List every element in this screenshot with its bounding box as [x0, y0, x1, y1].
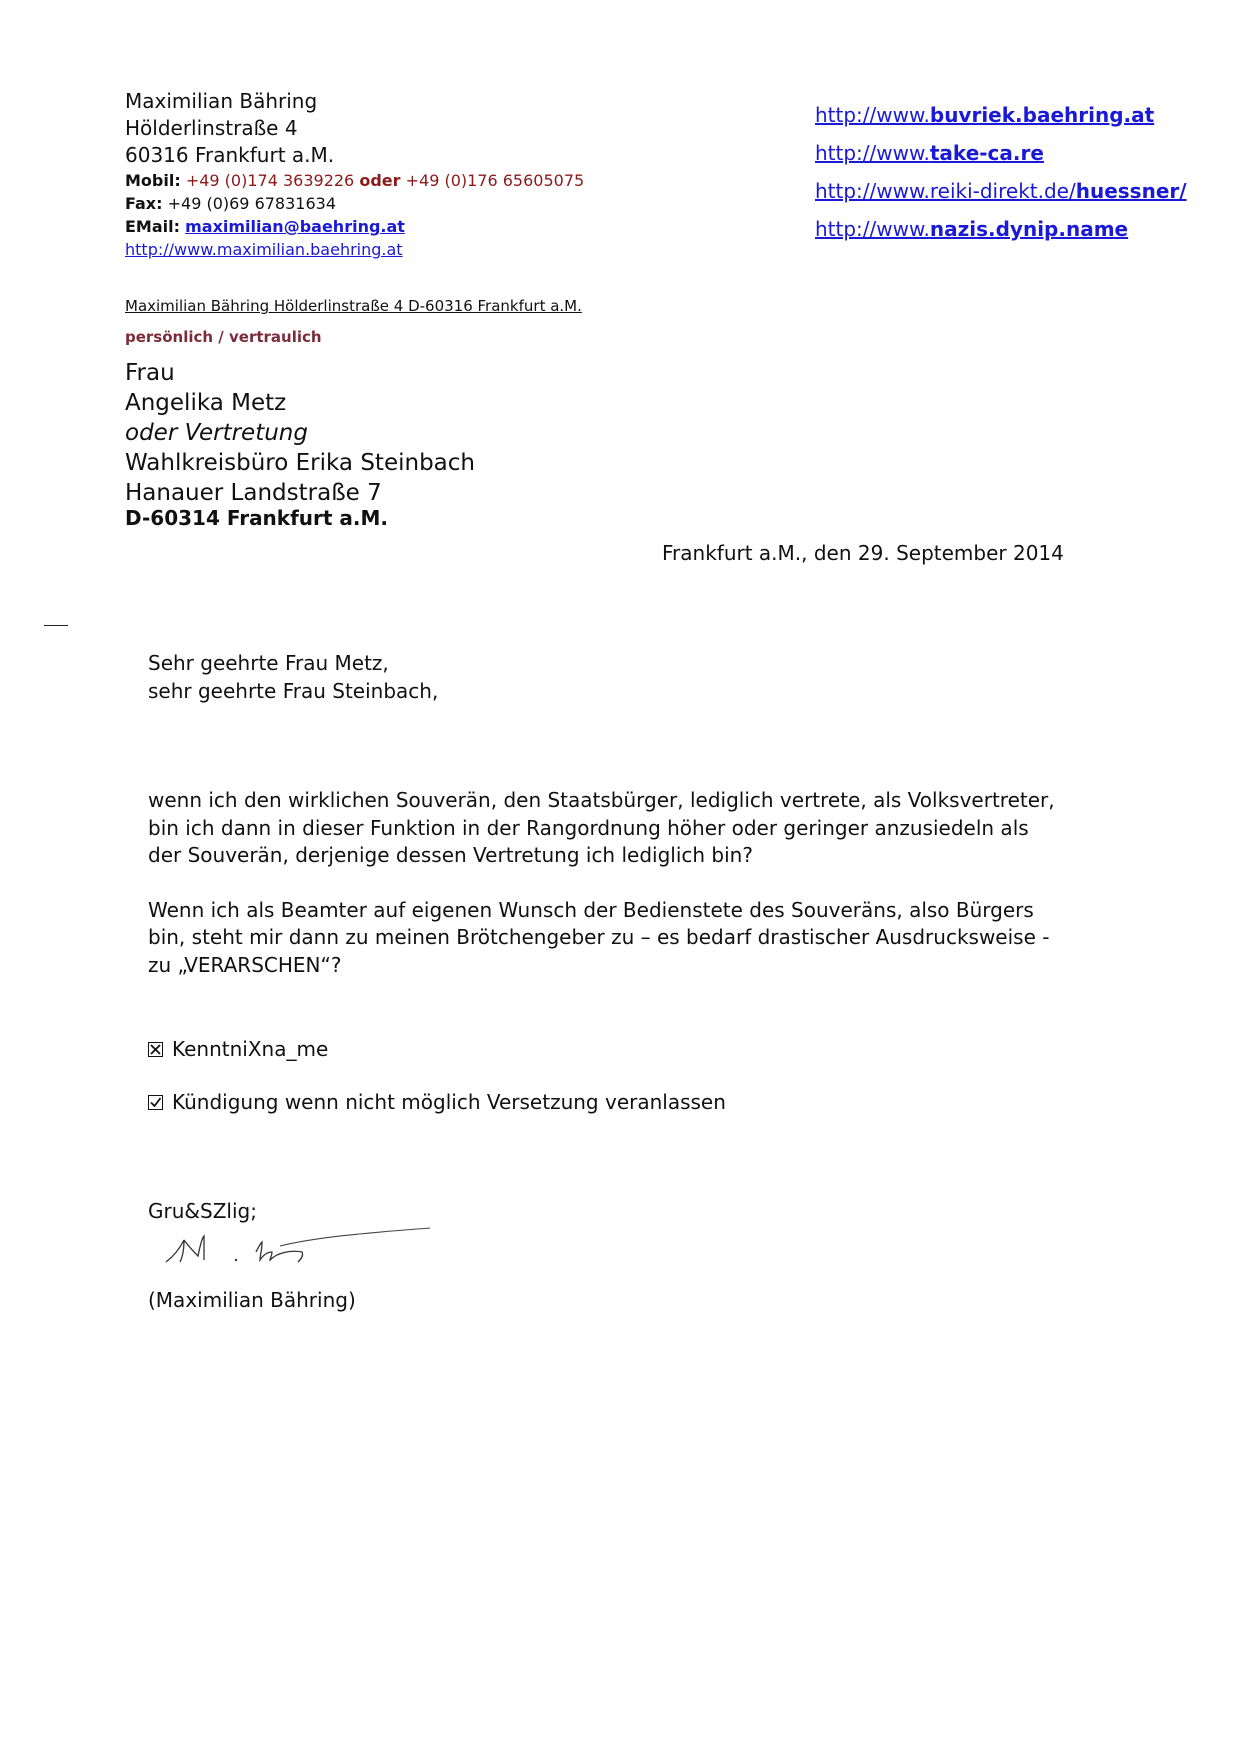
- website-link[interactable]: http://www.maximilian.baehring.at: [125, 240, 403, 259]
- link-domain: huessner/: [1075, 179, 1187, 203]
- sender-name: Maximilian Bähring: [125, 89, 318, 113]
- link-domain: nazis.dynip.name: [929, 217, 1129, 241]
- checkbox-label-1: KenntniXna_me: [172, 1037, 329, 1061]
- link-prefix: http://www.: [815, 217, 930, 241]
- letter-body: [148, 650, 1055, 979]
- link-buvriek[interactable]: [815, 96, 1187, 134]
- paragraph-2-line-2: bin, steht mir dann zu meinen Brötchengeber zu – es bedarf drastischer Ausdrucksweise -: [148, 925, 1050, 949]
- recipient-block: [125, 358, 475, 508]
- paragraph-1-line-2: bin ich dann in dieser Funktion in der Rangordnung höher oder geringer anzusiedeln als: [148, 815, 1029, 840]
- mobile-label: Mobil:: [125, 171, 181, 190]
- recipient-name: Angelika Metz: [125, 390, 287, 416]
- confidential-note: persönlich / vertraulich: [125, 328, 322, 346]
- link-domain: buvriek.baehring.at: [929, 103, 1155, 127]
- paragraph-2-line-3: zu „VERARSCHEN“?: [148, 952, 342, 977]
- return-address: Maximilian Bähring Hölderlinstraße 4 D-60316 Frankfurt a.M.: [125, 297, 582, 315]
- recipient-name-line: [125, 388, 475, 448]
- checkbox-label-2: Kündigung wenn nicht möglich Versetzung veranlassen: [172, 1090, 726, 1114]
- link-prefix: http://www.: [815, 141, 930, 165]
- link-prefix: http://www.: [815, 103, 930, 127]
- checkbox-item-2: [148, 1090, 726, 1114]
- sender-mobile: [125, 169, 584, 192]
- signer-name: (Maximilian Bähring): [148, 1288, 356, 1312]
- recipient-office: Wahlkreisbüro Erika Steinbach: [125, 450, 475, 476]
- paragraph-1-line-3: der Souverän, derjenige dessen Vertretung ich lediglich bin?: [148, 843, 753, 867]
- mobile-number-2: +49 (0)176 65605075: [405, 171, 585, 190]
- sender-website: [125, 238, 584, 261]
- recipient-name-suffix: oder Vertretung: [125, 420, 308, 446]
- crossed-box-icon: [148, 1042, 163, 1057]
- paragraph-1-line-1: wenn ich den wirklichen Souverän, den Staatsbürger, lediglich vertrete, als Volksvertreter,: [148, 788, 1055, 812]
- closing-line: Gru&SZlig;: [148, 1199, 257, 1223]
- link-list: [815, 96, 1187, 248]
- spacer: [148, 705, 1048, 787]
- date-line: Frankfurt a.M., den 29. September 2014: [662, 541, 1064, 565]
- sender-fax: [125, 192, 584, 215]
- mobile-or: oder: [359, 171, 401, 190]
- link-reiki[interactable]: [815, 172, 1187, 210]
- greeting-line-1: Sehr geehrte Frau Metz,: [148, 651, 389, 675]
- link-domain: take-ca.re: [929, 141, 1044, 165]
- mobile-number-1: +49 (0)174 3639226: [185, 171, 355, 190]
- fax-number: +49 (0)69 67831634: [167, 194, 337, 213]
- recipient-salutation: Frau: [125, 360, 175, 386]
- link-prefix: http://www.reiki-direkt.de/: [815, 179, 1076, 203]
- sender-city: 60316 Frankfurt a.M.: [125, 143, 335, 167]
- fold-mark: [44, 625, 68, 626]
- checked-box-icon: [148, 1095, 163, 1110]
- link-take-care[interactable]: [815, 134, 1187, 172]
- email-label: EMail:: [125, 217, 181, 236]
- greeting-line-2: sehr geehrte Frau Steinbach,: [148, 678, 439, 703]
- spacer: [148, 870, 1048, 897]
- recipient-street: Hanauer Landstraße 7: [125, 480, 382, 506]
- email-link[interactable]: maximilian@baehring.at: [185, 217, 405, 236]
- link-dynip[interactable]: [815, 210, 1187, 248]
- sender-email: [125, 215, 584, 238]
- fax-label: Fax:: [125, 194, 163, 213]
- sender-block: [125, 88, 584, 261]
- sender-street: Hölderlinstraße 4: [125, 116, 298, 140]
- recipient-city: D-60314 Frankfurt a.M.: [125, 506, 389, 530]
- signature-image: [160, 1222, 440, 1286]
- paragraph-2-line-1: Wenn ich als Beamter auf eigenen Wunsch der Bedienstete des Souveräns, also Bürgers: [148, 897, 1034, 922]
- checkbox-item-1: [148, 1037, 328, 1061]
